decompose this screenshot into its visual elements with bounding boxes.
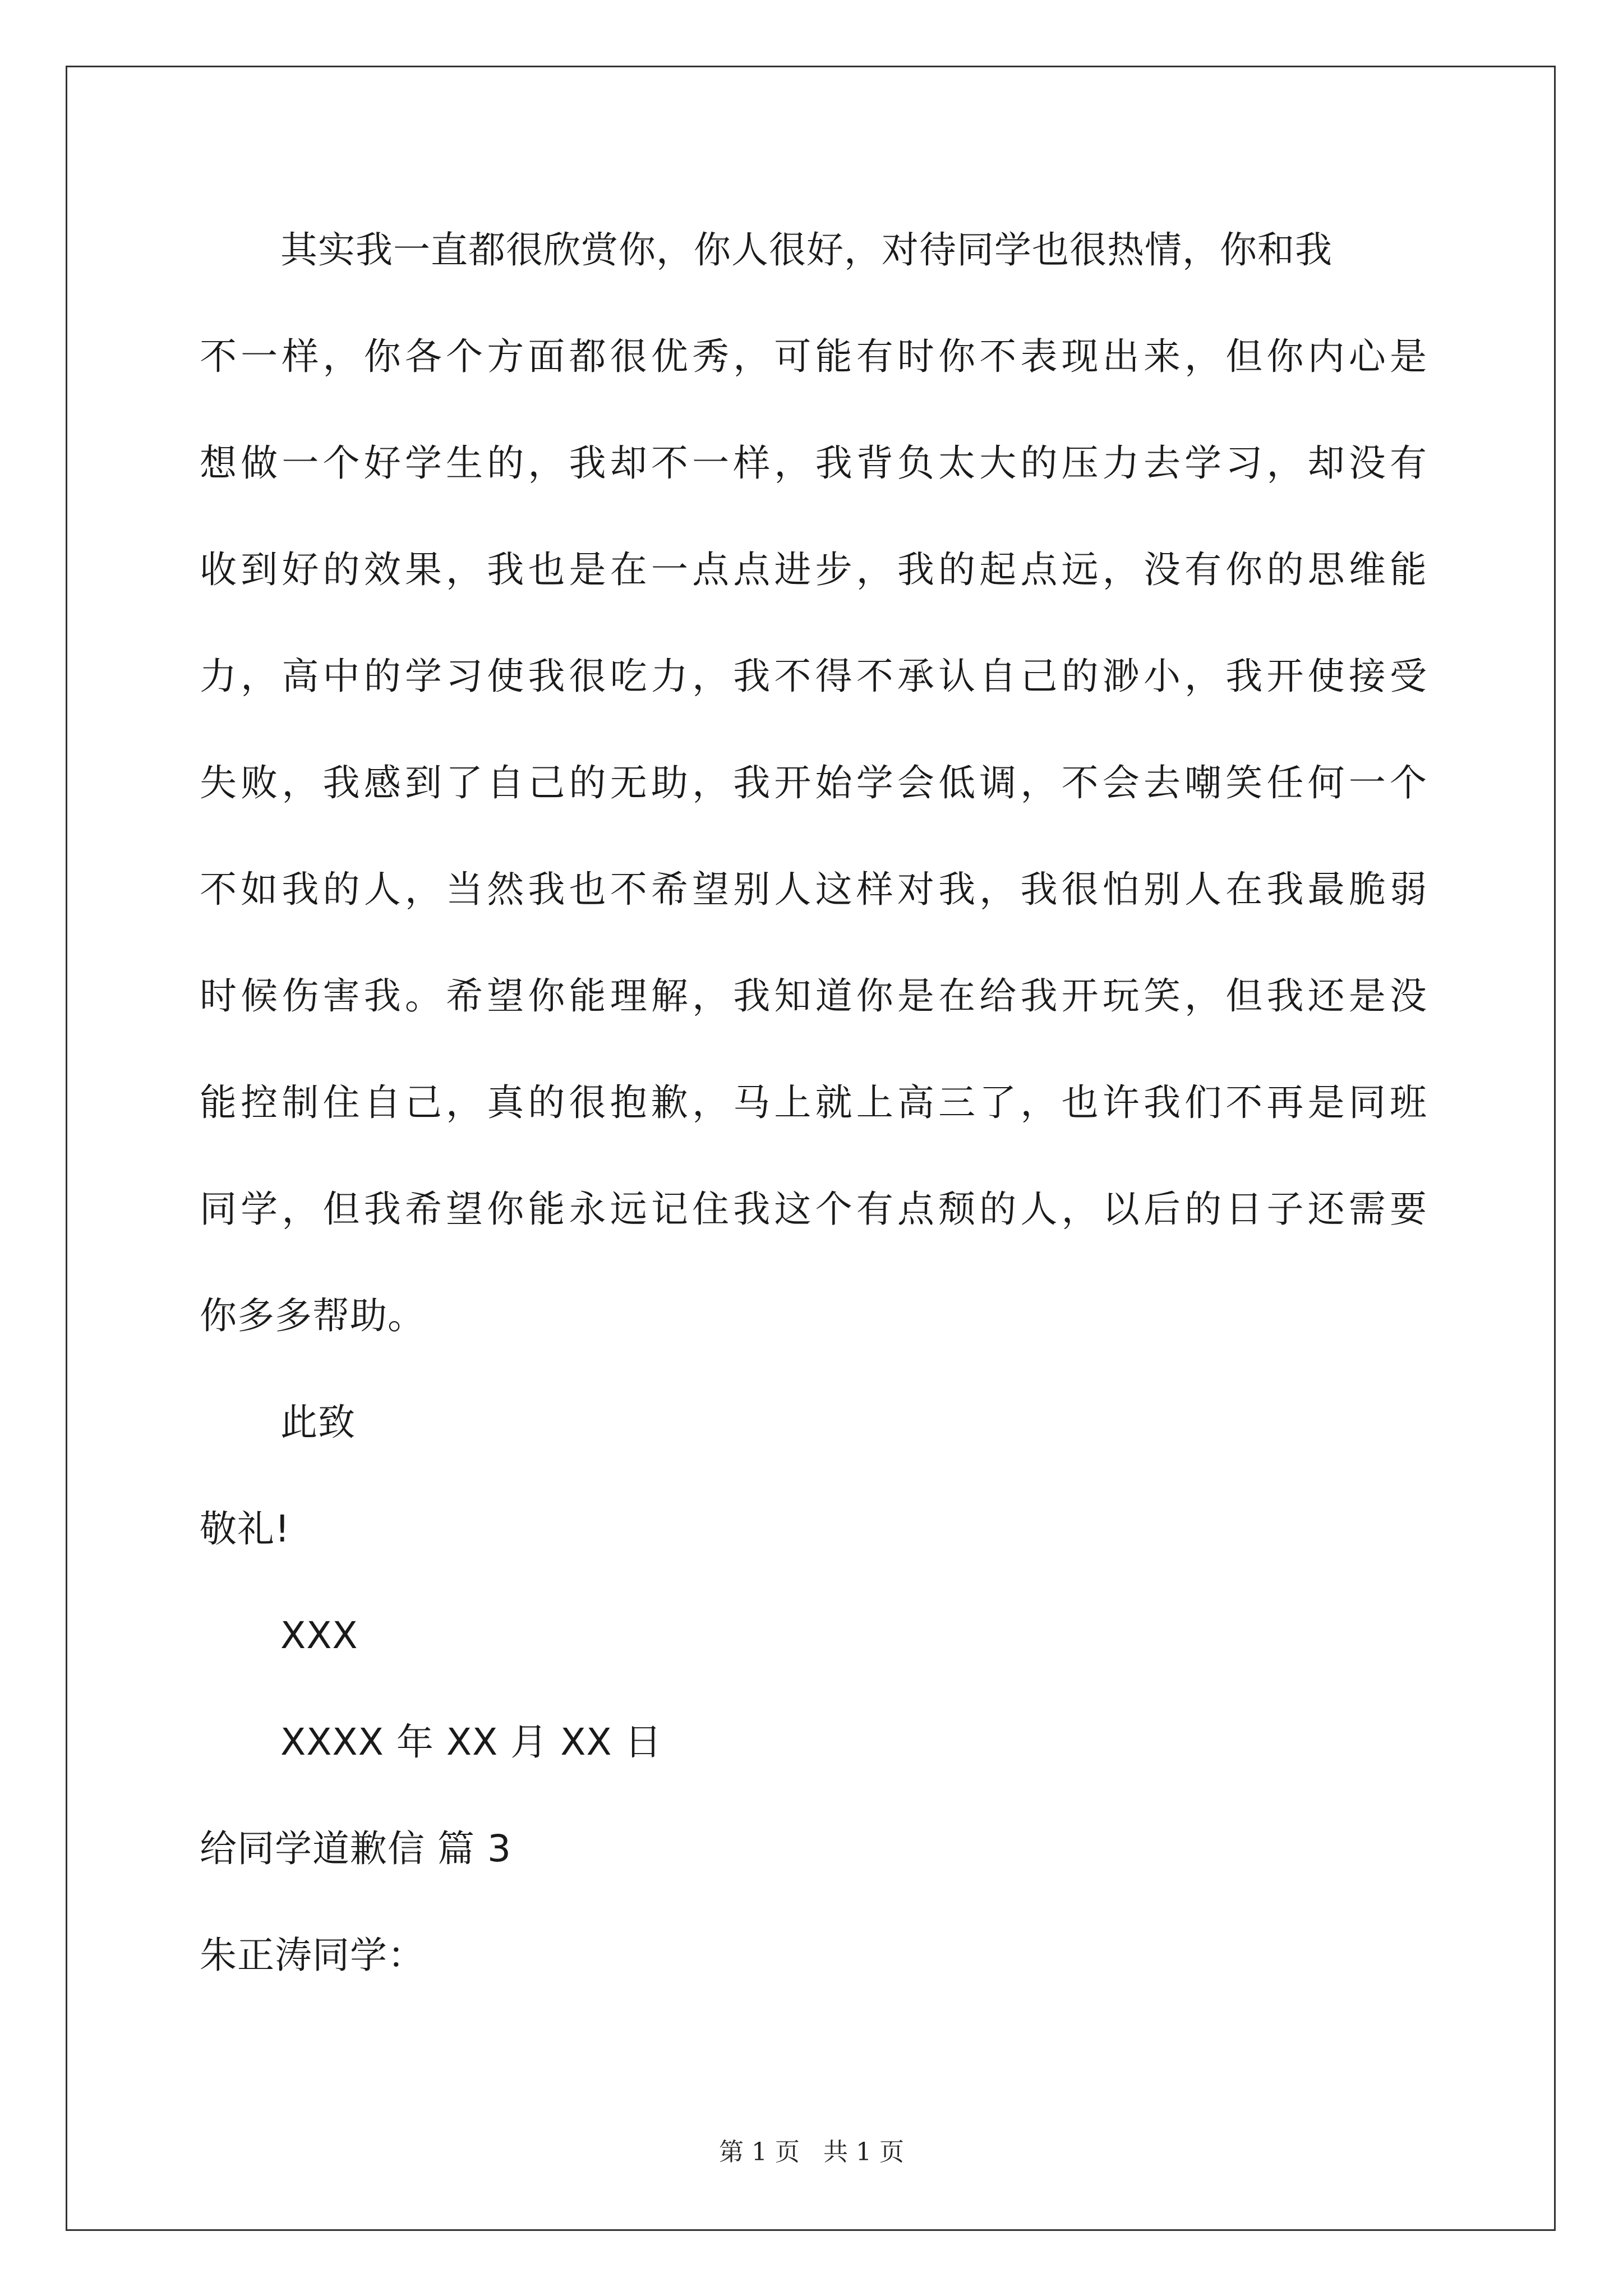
page-footer: 第 1 页 共 1 页 <box>719 2138 904 2166</box>
paragraph-line-5: 力，高中的学习使我很吃力，我不得不承认自己的渺小，我开使接受 <box>200 655 1427 698</box>
paragraph-line-11: 你多多帮助。 <box>200 1294 425 1337</box>
date-line: XXXX 年 XX 月 XX 日 <box>280 1720 662 1764</box>
closing-text: 此致 <box>280 1401 356 1444</box>
paragraph-line-3: 想做一个好学生的，我却不一样，我背负太大的压力去学习，却没有 <box>200 441 1427 485</box>
paragraph-line-1: 其实我一直都很欣赏你，你人很好，对待同学也很热情，你和我 <box>280 228 1332 272</box>
greeting-line: 朱正涛同学： <box>200 1934 425 1977</box>
paragraph-line-7: 不如我的人，当然我也不希望别人这样对我，我很怕别人在我最脆弱 <box>200 868 1427 911</box>
paragraph-line-9: 能控制住自己，真的很抱歉，马上就上高三了，也许我们不再是同班 <box>200 1081 1427 1124</box>
section-title: 给同学道歉信 篇 3 <box>200 1827 511 1870</box>
salute-text: 敬礼! <box>200 1507 291 1550</box>
paragraph-line-4: 收到好的效果，我也是在一点点进步，我的起点远，没有你的思维能 <box>200 548 1427 591</box>
paragraph-line-6: 失败，我感到了自己的无助，我开始学会低调，不会去嘲笑任何一个 <box>200 761 1427 804</box>
page-border <box>66 66 1556 2231</box>
signature: XXX <box>280 1614 358 1657</box>
paragraph-line-10: 同学，但我希望你能永远记住我这个有点颓的人，以后的日子还需要 <box>200 1188 1427 1231</box>
paragraph-line-8: 时候伤害我。希望你能理解，我知道你是在给我开玩笑，但我还是没 <box>200 974 1427 1018</box>
paragraph-line-2: 不一样，你各个方面都很优秀，可能有时你不表现出来，但你内心是 <box>200 335 1427 378</box>
